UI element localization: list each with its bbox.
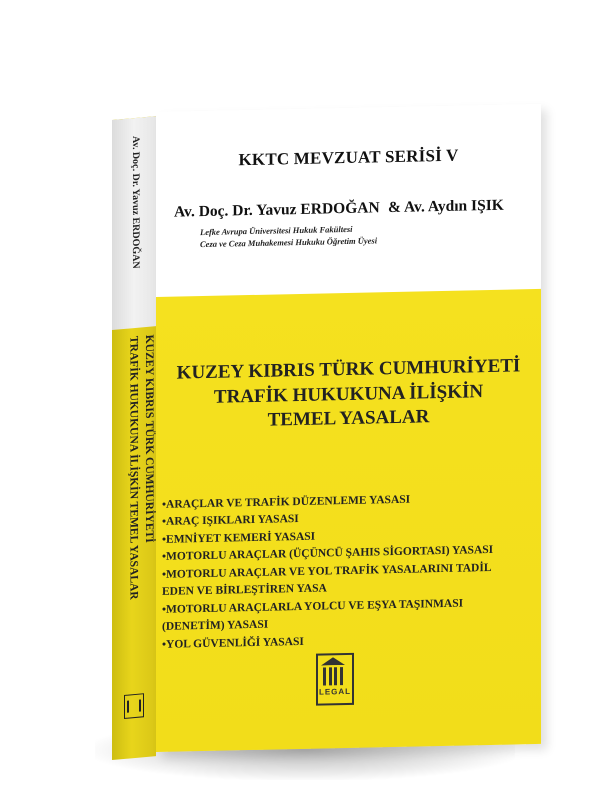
- book-title-line: KUZEY KIBRIS TÜRK CUMHURİYETİ: [176, 355, 521, 384]
- spine-authors: Av. Doç. Dr. Yavuz ERDOĞAN: [130, 135, 141, 270]
- series-title: KKTC MEVZUAT SERİSİ V: [238, 145, 459, 170]
- law-item: •EMNİYET KEMERİ YASASI: [162, 530, 316, 546]
- law-item: •ARAÇLAR VE TRAFİK DÜZENLEME YASASI: [162, 493, 411, 511]
- book-title-line: TEMEL YASALAR: [267, 406, 430, 432]
- book-title: [156, 354, 541, 436]
- law-item: •YOL GÜVENLİĞİ YASASI: [162, 635, 304, 651]
- law-item: •MOTORLU ARAÇLAR (ÜÇÜNCÜ ŞAHIS SİGORTASI) YASASI: [162, 544, 494, 564]
- spine-title-line1: KUZEY KIBRIS TÜRK CUMHURİYETİ: [143, 334, 156, 544]
- author-affiliation-2: Ceza ve Ceza Muhakemesi Hukuku Öğretim Üyesi: [200, 235, 378, 250]
- law-item: •ARAÇ IŞIKLARI YASASI: [162, 513, 299, 529]
- author-1: Av. Doç. Dr. Yavuz ERDOĞAN: [174, 199, 380, 221]
- author-affiliation-1: Lefke Avrupa Üniversitesi Hukuk Fakültesi: [200, 223, 353, 238]
- publisher-logo: [316, 653, 354, 706]
- publisher-name: LEGAL: [318, 686, 352, 697]
- author-ampersand: &: [388, 198, 401, 217]
- laws-list: [162, 489, 532, 654]
- law-item: (DENETİM) YASASI: [162, 618, 269, 634]
- spine-title-line2: TRAFİK HUKUKUNA İLİŞKİN TEMEL YASALAR: [127, 335, 140, 601]
- spine-title: [125, 334, 156, 600]
- book-front-cover: [156, 104, 541, 752]
- book-spine: [112, 116, 156, 760]
- publisher-columns-icon: [323, 667, 343, 685]
- law-item: •MOTORLU ARAÇLAR VE YOL TRAFİK YASALARINI TADİL: [162, 561, 492, 581]
- law-item: •MOTORLU ARAÇLARLA YOLCU VE EŞYA TAŞINMASI: [162, 597, 464, 616]
- law-item: EDEN VE BİRLEŞTİREN YASA: [162, 582, 327, 599]
- author-2: Av. Aydın IŞIK: [404, 196, 504, 216]
- spine-publisher-logo-icon: [124, 693, 144, 719]
- book-title-line: TRAFİK HUKUKUNA İLİŞKİN: [213, 380, 484, 408]
